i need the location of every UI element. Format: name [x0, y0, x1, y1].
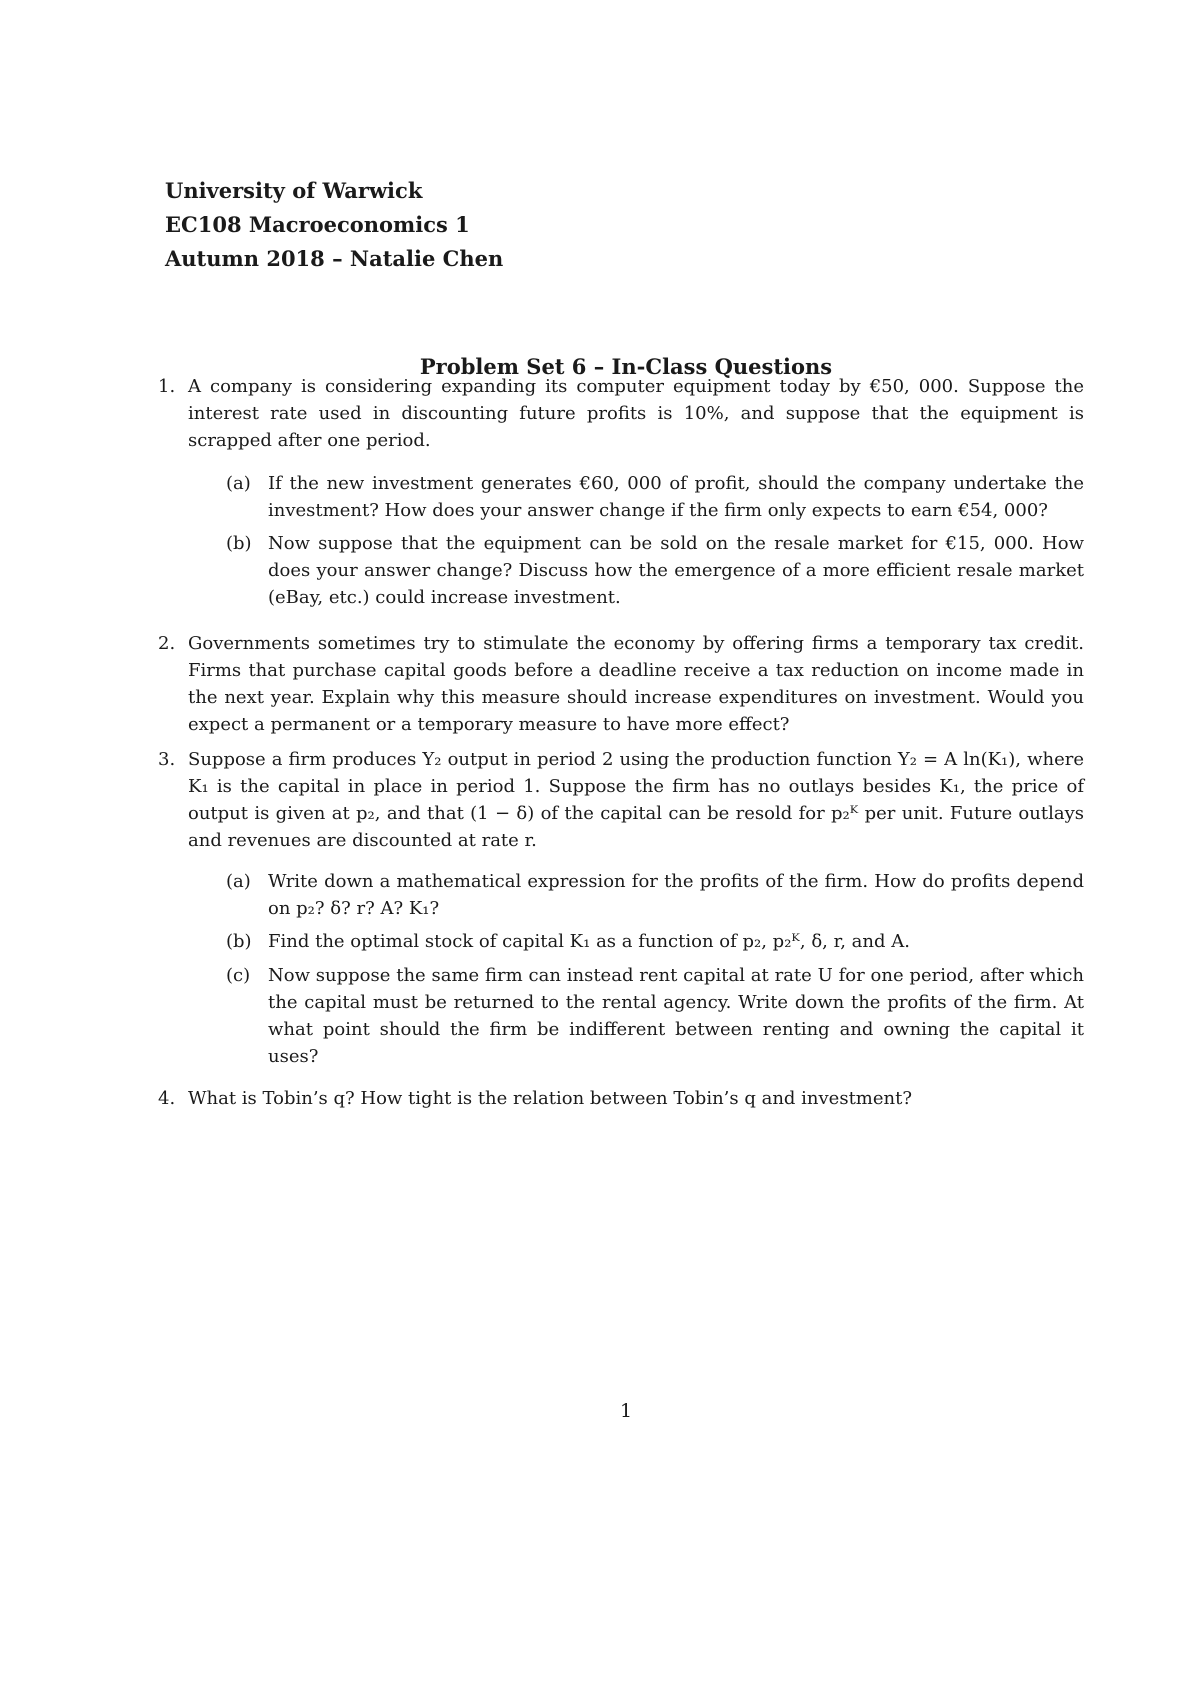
page-number: 1 — [619, 1400, 633, 1422]
part-label: (b) — [226, 931, 252, 952]
question-text: Governments sometimes try to stimulate the economy by offering firms a temporary tax credit. Firms that purchase capital goods before a deadline receive a tax reduction on income made in the next year. Explain why this measure should increase expenditures on investment. Would you expect a permanent or a temporary measure to have more effect? — [188, 633, 1084, 735]
question-number: 2. — [158, 633, 176, 654]
question-3-part-c — [226, 962, 1084, 1070]
problem-set-title: Problem Set 6 – In-Class Questions — [419, 354, 833, 379]
part-text: Write down a mathematical expression for the profits of the firm. How do profits depend on p₂? δ? r? A? K₁? — [268, 871, 1084, 919]
question-1-part-a — [226, 470, 1084, 524]
question-3-part-a — [226, 868, 1084, 922]
part-text: Now suppose the same firm can instead rent capital at rate U for one period, after which the capital must be returned to the rental agency. Write down the profits of the firm. At what point should the firm be indifferent between renting and owning the capital it uses? — [268, 965, 1084, 1067]
part-label: (c) — [226, 965, 251, 986]
part-text: Now suppose that the equipment can be sold on the resale market for €15, 000. How does your answer change? Discuss how the emergence of a more efficient resale market (eBay, etc.) could increase investment. — [268, 533, 1084, 608]
question-2 — [158, 630, 1084, 738]
part-label: (a) — [226, 473, 251, 494]
term-and-lecturer: Autumn 2018 – Natalie Chen — [165, 246, 504, 271]
question-text: A company is considering expanding its computer equipment today by €50, 000. Suppose the interest rate used in discounting future profits is 10%, and suppose that the equipment is scrapped after one period. — [188, 376, 1084, 451]
part-label: (b) — [226, 533, 252, 554]
part-text: If the new investment generates €60, 000 of profit, should the company undertake the investment? How does your answer change if the firm only expects to earn €54, 000? — [268, 473, 1084, 521]
question-4 — [158, 1085, 1084, 1112]
part-label: (a) — [226, 871, 251, 892]
question-number: 3. — [158, 749, 176, 770]
document-header — [165, 174, 503, 276]
question-1 — [158, 373, 1084, 454]
question-1-part-b — [226, 530, 1084, 611]
question-text: What is Tobin’s q? How tight is the relation between Tobin’s q and investment? — [188, 1088, 912, 1109]
part-text: Find the optimal stock of capital K₁ as a function of p₂, p₂ᴷ, δ, r, and A. — [268, 931, 910, 952]
question-text: Suppose a firm produces Y₂ output in period 2 using the production function Y₂ = A ln(K₁), where K₁ is the capital in place in period 1. Suppose the firm has no outlays besides K₁, the price of output is given at p₂, and that (1 − δ) of the capital can be resold for p₂ᴷ per unit. Future outlays and revenues are discounted at rate r. — [188, 749, 1084, 851]
question-3 — [158, 746, 1084, 854]
question-number: 1. — [158, 376, 176, 397]
question-number: 4. — [158, 1088, 176, 1109]
question-3-part-b — [226, 928, 1084, 955]
university-name: University of Warwick — [165, 178, 423, 203]
course-name: EC108 Macroeconomics 1 — [165, 212, 470, 237]
